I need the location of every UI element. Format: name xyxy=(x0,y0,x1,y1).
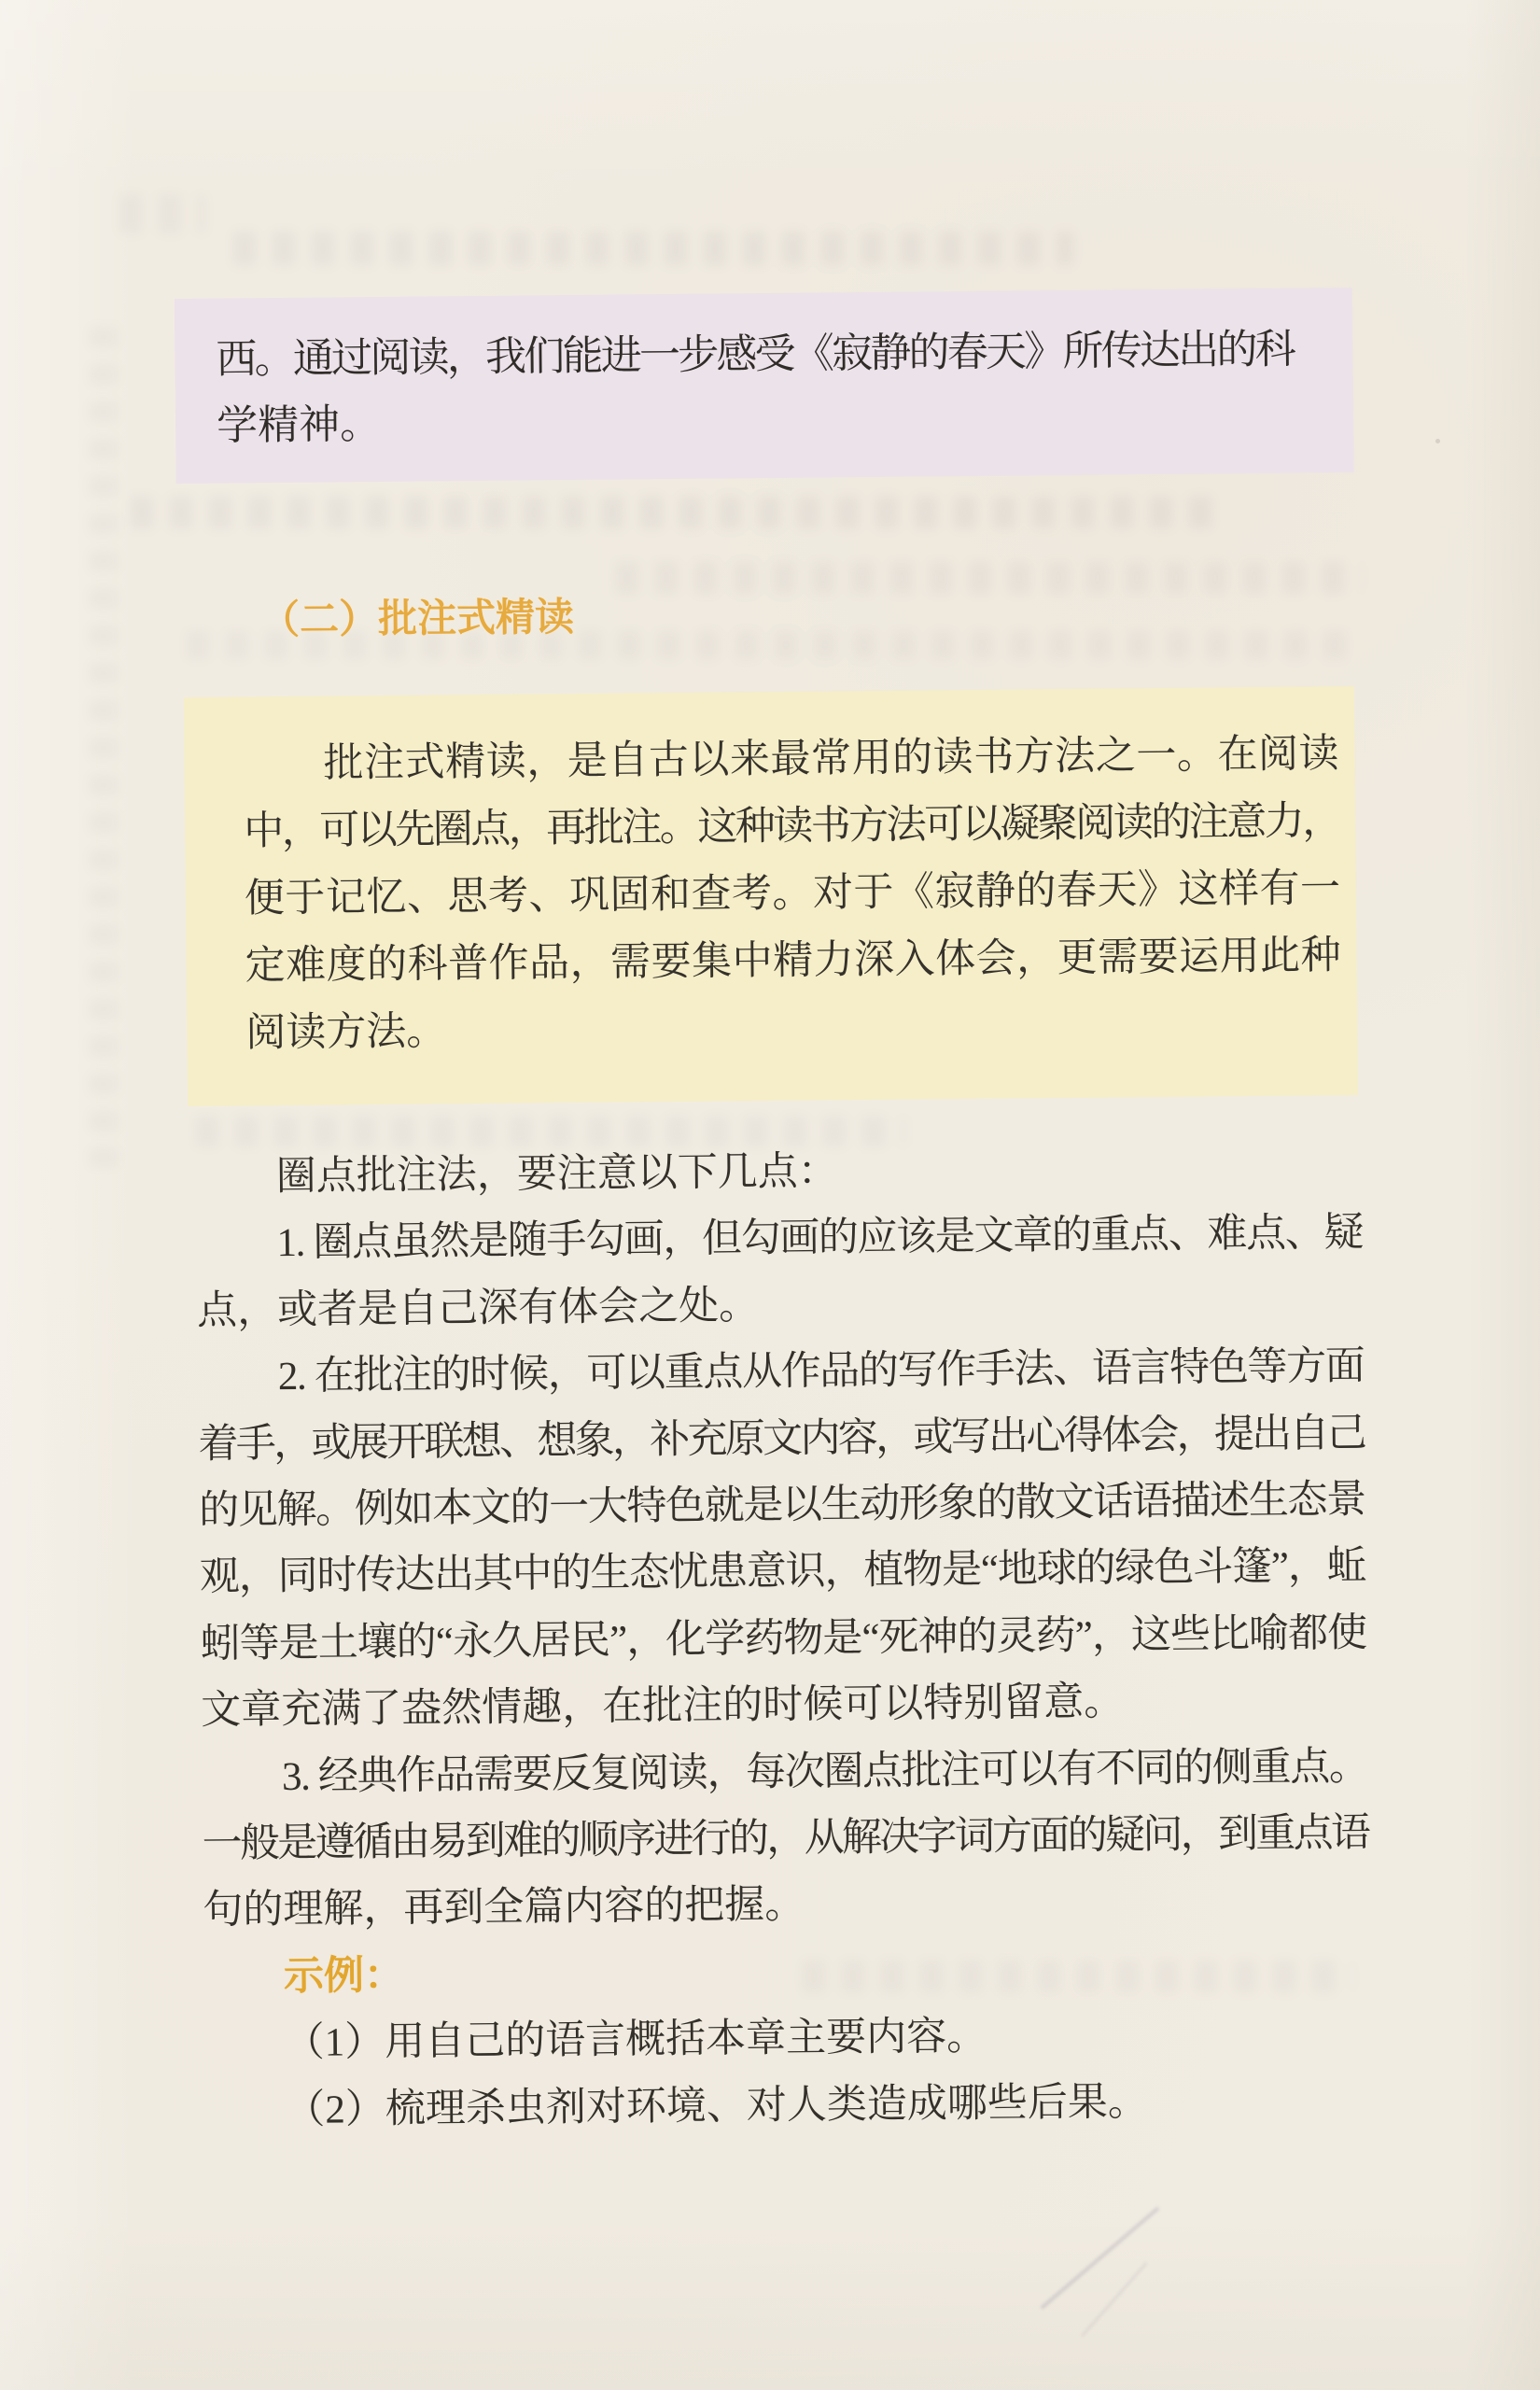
text-line: 学精神。 xyxy=(216,401,382,449)
text-line: 点，或者是自己深有体会之处。 xyxy=(196,1283,760,1333)
text-line: 1. 圈点虽然是随手勾画，但勾画的应该是文章的重点、难点、疑 xyxy=(276,1211,1364,1266)
text-line: 批注式精读，是自古以来最常用的读书方法之一。在阅读 xyxy=(323,732,1340,786)
method-paragraph xyxy=(243,721,1342,1067)
text-line: （2）梳理杀虫剂对环境、对人类造成哪些后果。 xyxy=(285,2079,1149,2132)
text-line: 句的理解，再到全篇内容的把握。 xyxy=(203,1883,805,1933)
pencil-mark xyxy=(1081,2262,1148,2338)
method-intro-box xyxy=(184,686,1358,1106)
text-line: 西。通过阅读，我们能进一步感受《寂静的春天》所传达出的科 xyxy=(216,326,1295,383)
body-paragraph-point-2 xyxy=(198,1333,1368,1744)
text-line: 蚓等是土壤的“永久居民”，化学药物是“死神的灵药”，这些比喻都使 xyxy=(200,1610,1367,1666)
body-paragraph-point-3 xyxy=(202,1734,1370,1945)
text-line: 的见解。例如本文的一大特色就是以生动形象的散文话语描述生态景 xyxy=(198,1477,1365,1533)
body-text xyxy=(195,1133,1371,2144)
text-line: 3. 经典作品需要反复阅读，每次圈点批注可以有不同的侧重点。 xyxy=(281,1744,1368,1799)
text-line: 中，可以先圈点，再批注。这种读书方法可以凝聚阅读的注意力， xyxy=(244,799,1341,854)
text-line: 2. 在批注的时候，可以重点从作品的写作手法、语言特色等方面 xyxy=(277,1344,1365,1399)
section-heading: （二）批注式精读 xyxy=(259,596,575,643)
example-label-line xyxy=(203,1933,1371,2011)
text-line: 着手，或展开联想、想象，补充原文内容，或写出心得体会，提出自己 xyxy=(198,1411,1365,1467)
lead-paragraph xyxy=(216,316,1295,459)
example-item-1 xyxy=(203,2000,1371,2077)
text-line: 阅读方法。 xyxy=(245,1009,447,1056)
text-line: 文章充满了盎然情趣，在批注的时候可以特别留意。 xyxy=(201,1680,1125,1734)
text-line: 便于记忆、思考、巩固和查考。对于《寂静的春天》这样有一 xyxy=(244,866,1341,921)
text-line: 定难度的科普作品，需要集中精力深入体会，更需要运用此种 xyxy=(245,934,1342,989)
lead-highlight-box xyxy=(175,288,1354,484)
example-item-2 xyxy=(204,2067,1372,2144)
text-line: 观，同时传达出其中的生态忧患意识，植物是“地球的绿色斗篷”，蚯 xyxy=(199,1544,1366,1600)
pencil-mark xyxy=(1040,2207,1159,2310)
example-label: 示例： xyxy=(283,1953,405,1999)
text-line: 一般是遵循由易到难的顺序进行的，从解决字词方面的疑问，到重点语 xyxy=(202,1810,1369,1866)
body-paragraph-point-1 xyxy=(196,1200,1364,1344)
body-paragraph-intro xyxy=(195,1133,1363,1211)
text-line: （1）用自己的语言概括本章主要内容。 xyxy=(284,2015,987,2066)
text-line: 圈点批注法，要注意以下几点： xyxy=(275,1149,838,1200)
